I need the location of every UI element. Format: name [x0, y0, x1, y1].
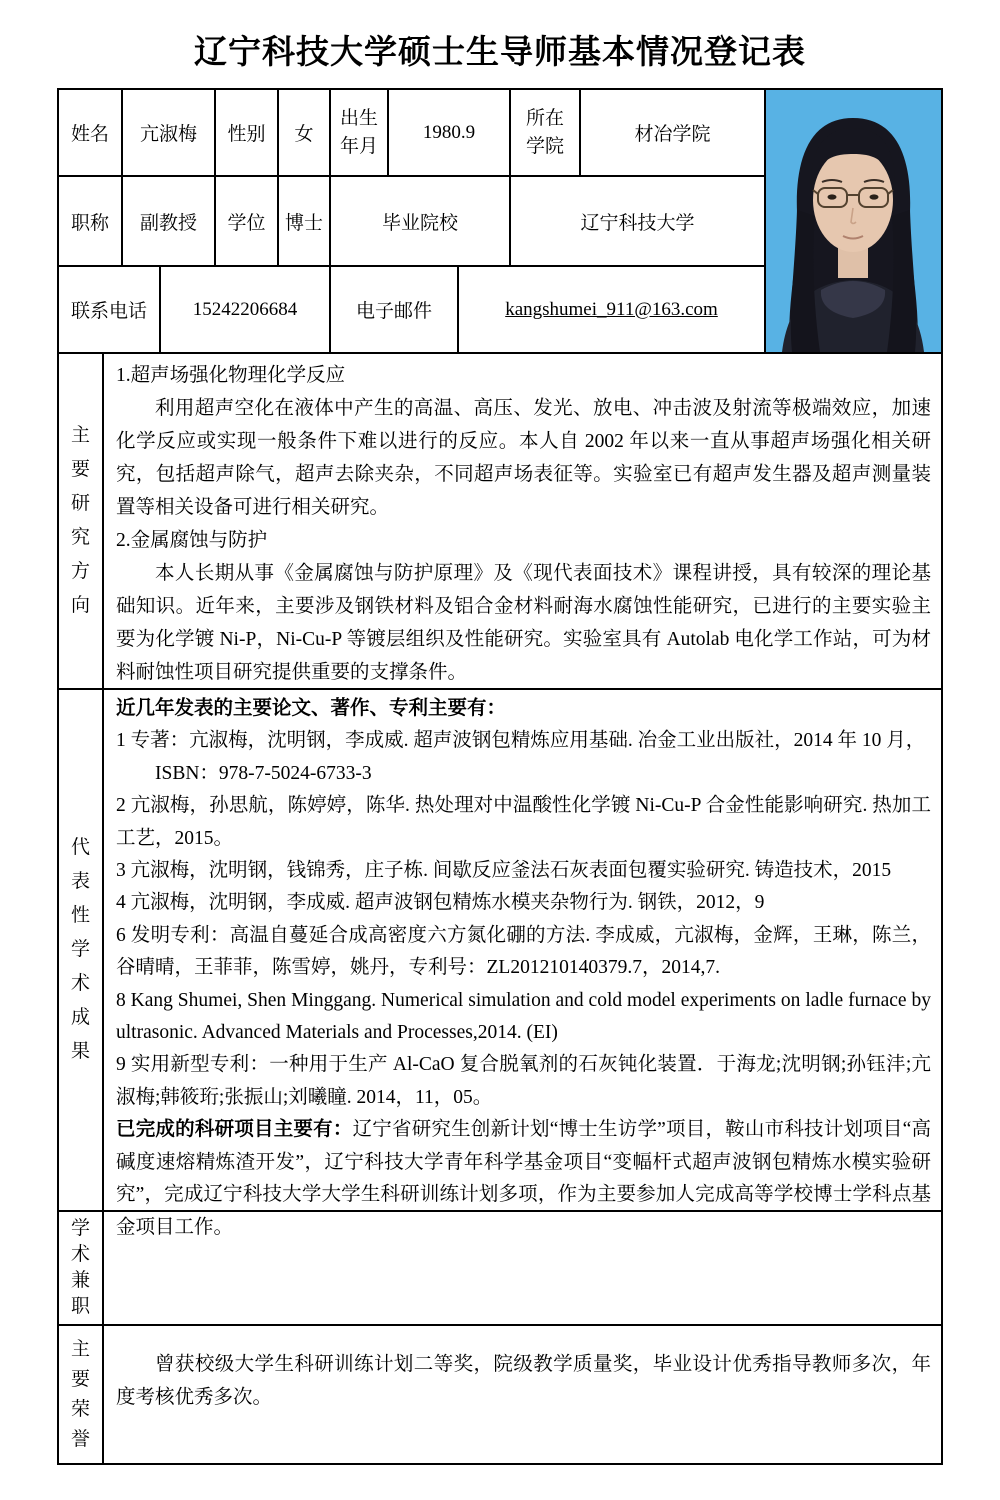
degree-label-cell: 学位 [216, 177, 279, 265]
parttime-content [104, 1212, 941, 1324]
registration-form [57, 88, 943, 1465]
birth-label: 出生年月 [339, 107, 378, 157]
basic-info-rows [59, 90, 766, 352]
achievement-item: 2 亢淑梅，孙思航，陈婷婷，陈华. 热处理对中温酸性化学镀 Ni-Cu-P 合金性能影响研究. 热加工工艺，2015。 [116, 795, 931, 849]
honors-sidebar [59, 1326, 104, 1463]
research-paragraph: 本人长期从事《金属腐蚀与防护原理》及《现代表面技术》课程讲授，具有较深的理论基础知识。近年来，主要涉及钢铁材料及铝合金材料耐海水腐蚀性能研究，已进行的主要实验主要为化学镀 Ni-P，Ni-Cu-P 等镀层组织及性能研究。实验室具有 Autolab 电化学工作站，可为材料耐蚀性项目研究提供重要的支撑条件。 [116, 563, 931, 683]
portrait-photo-image [766, 90, 941, 352]
table-row [59, 267, 764, 352]
parttime-sidebar [59, 1212, 104, 1324]
name-value-cell: 亢淑梅 [123, 90, 216, 175]
section-achievements [59, 690, 941, 1238]
achievement-item: ISBN：978-7-5024-6733-3 [155, 762, 372, 784]
section-parttime [59, 1212, 941, 1326]
parttime-sidebar-label: 学术兼职 [70, 1218, 90, 1317]
section-research [59, 354, 941, 690]
honors-content [104, 1326, 941, 1463]
college-label: 所在学院 [525, 107, 564, 157]
phone-value-cell: 15242206684 [161, 267, 331, 352]
section-honors [59, 1326, 941, 1463]
achievement-item: 1 专著：亢淑梅，沈明钢，李成威. 超声波钢包精炼应用基础. 冶金工业出版社，2014 年 10 月， [116, 730, 926, 752]
achievement-item: 3 亢淑梅，沈明钢，钱锦秀，庄子栋. 间歇反应釜法石灰表面包覆实验研究. 铸造技术，2015 [116, 860, 892, 882]
birth-value-cell: 1980.9 [389, 90, 511, 175]
achievements-sidebar [59, 690, 104, 1210]
achievement-item: 4 亢淑梅，沈明钢，李成威. 超声波钢包精炼水模夹杂物行为. 钢铁，2012，9 [116, 892, 765, 914]
birth-label-cell [331, 90, 389, 175]
completed-projects-text: 辽宁省研究生创新计划“博士生访学”项目，鞍山市科技计划项目“高碱度速熔精炼渣开发”，辽宁科技大学青年科学基金项目“变幅杆式超声波钢包精炼水模实验研究”，完成辽宁科技大学大学生科研训练计划多项，作为主要参加人完成高等学校博士学科点基金项目工作。 [116, 1119, 931, 1238]
college-label-cell [511, 90, 581, 175]
school-value-cell: 辽宁科技大学 [580, 212, 695, 234]
research-paragraph: 2.金属腐蚀与防护 [116, 530, 268, 551]
research-sidebar [59, 354, 104, 688]
college-value-cell: 材冶学院 [634, 124, 711, 145]
table-row [59, 177, 764, 267]
achievements-heading: 近几年发表的主要论文、著作、专利主要有： [116, 698, 507, 719]
email-label-cell: 电子邮件 [331, 267, 459, 352]
name-label-cell: 姓名 [59, 90, 123, 175]
achievement-item: 9 实用新型专利：一种用于生产 Al-CaO 复合脱氧剂的石灰钝化装置．于海龙;沈明钢;孙钰沣;亢淑梅;韩筱珩;张振山;刘曦瞳. 2014，11，05。 [116, 1054, 931, 1108]
table-row [59, 90, 764, 177]
page-title: 辽宁科技大学硕士生导师基本情况登记表 [194, 35, 806, 71]
jobtitle-label-cell: 职称 [59, 177, 123, 265]
degree-value-cell: 博士 [279, 177, 331, 265]
research-paragraph: 1.超声场强化物理化学反应 [116, 365, 346, 386]
email-value-cell [459, 267, 764, 352]
achievement-item: 8 Kang Shumei, Shen Minggang. Numerical simulation and cold model experiments on ladle furnace by ultrasonic. Advanced Materials and Processes,2014. (EI) [116, 989, 931, 1044]
achievements-content [104, 690, 941, 1238]
research-sidebar-label: 主要研究方向 [70, 425, 90, 616]
portrait-photo [766, 90, 941, 352]
research-paragraph: 利用超声空化在液体中产生的高温、高压、发光、放电、冲击波及射流等极端效应，加速化学反应或实现一般条件下难以进行的反应。本人自 2002 年以来一直从事超声场强化相关研究，包括超声除气，超声去除夹杂，不同超声场表征等。实验室已有超声发生器及超声测量装置等相关设备可进行相关研究。 [116, 398, 931, 518]
email-link[interactable]: kangshumei_911@163.com [505, 298, 718, 320]
honors-text: 曾获校级大学生科研训练计划二等奖，院级教学质量奖，毕业设计优秀指导教师多次，年度考核优秀多次。 [116, 1354, 931, 1408]
gender-label-cell: 性别 [216, 90, 279, 175]
jobtitle-value-cell: 副教授 [123, 177, 216, 265]
completed-projects-lead: 已完成的科研项目主要有： [116, 1119, 353, 1141]
achievement-item: 6 发明专利：高温自蔓延合成高密度六方氮化硼的方法. 李成威，亢淑梅，金辉，王琳，陈兰，谷晴晴，王菲菲，陈雪婷，姚丹，专利号：ZL201210140379.7，2014,7. [116, 924, 931, 979]
gender-value-cell: 女 [279, 90, 331, 175]
basic-info-block [59, 90, 941, 354]
achievements-sidebar-label: 代表性学术成果 [70, 837, 90, 1062]
research-content [104, 354, 941, 688]
honors-sidebar-label: 主要荣誉 [70, 1338, 90, 1450]
school-label-cell: 毕业院校 [331, 177, 511, 265]
phone-label-cell: 联系电话 [59, 267, 161, 352]
